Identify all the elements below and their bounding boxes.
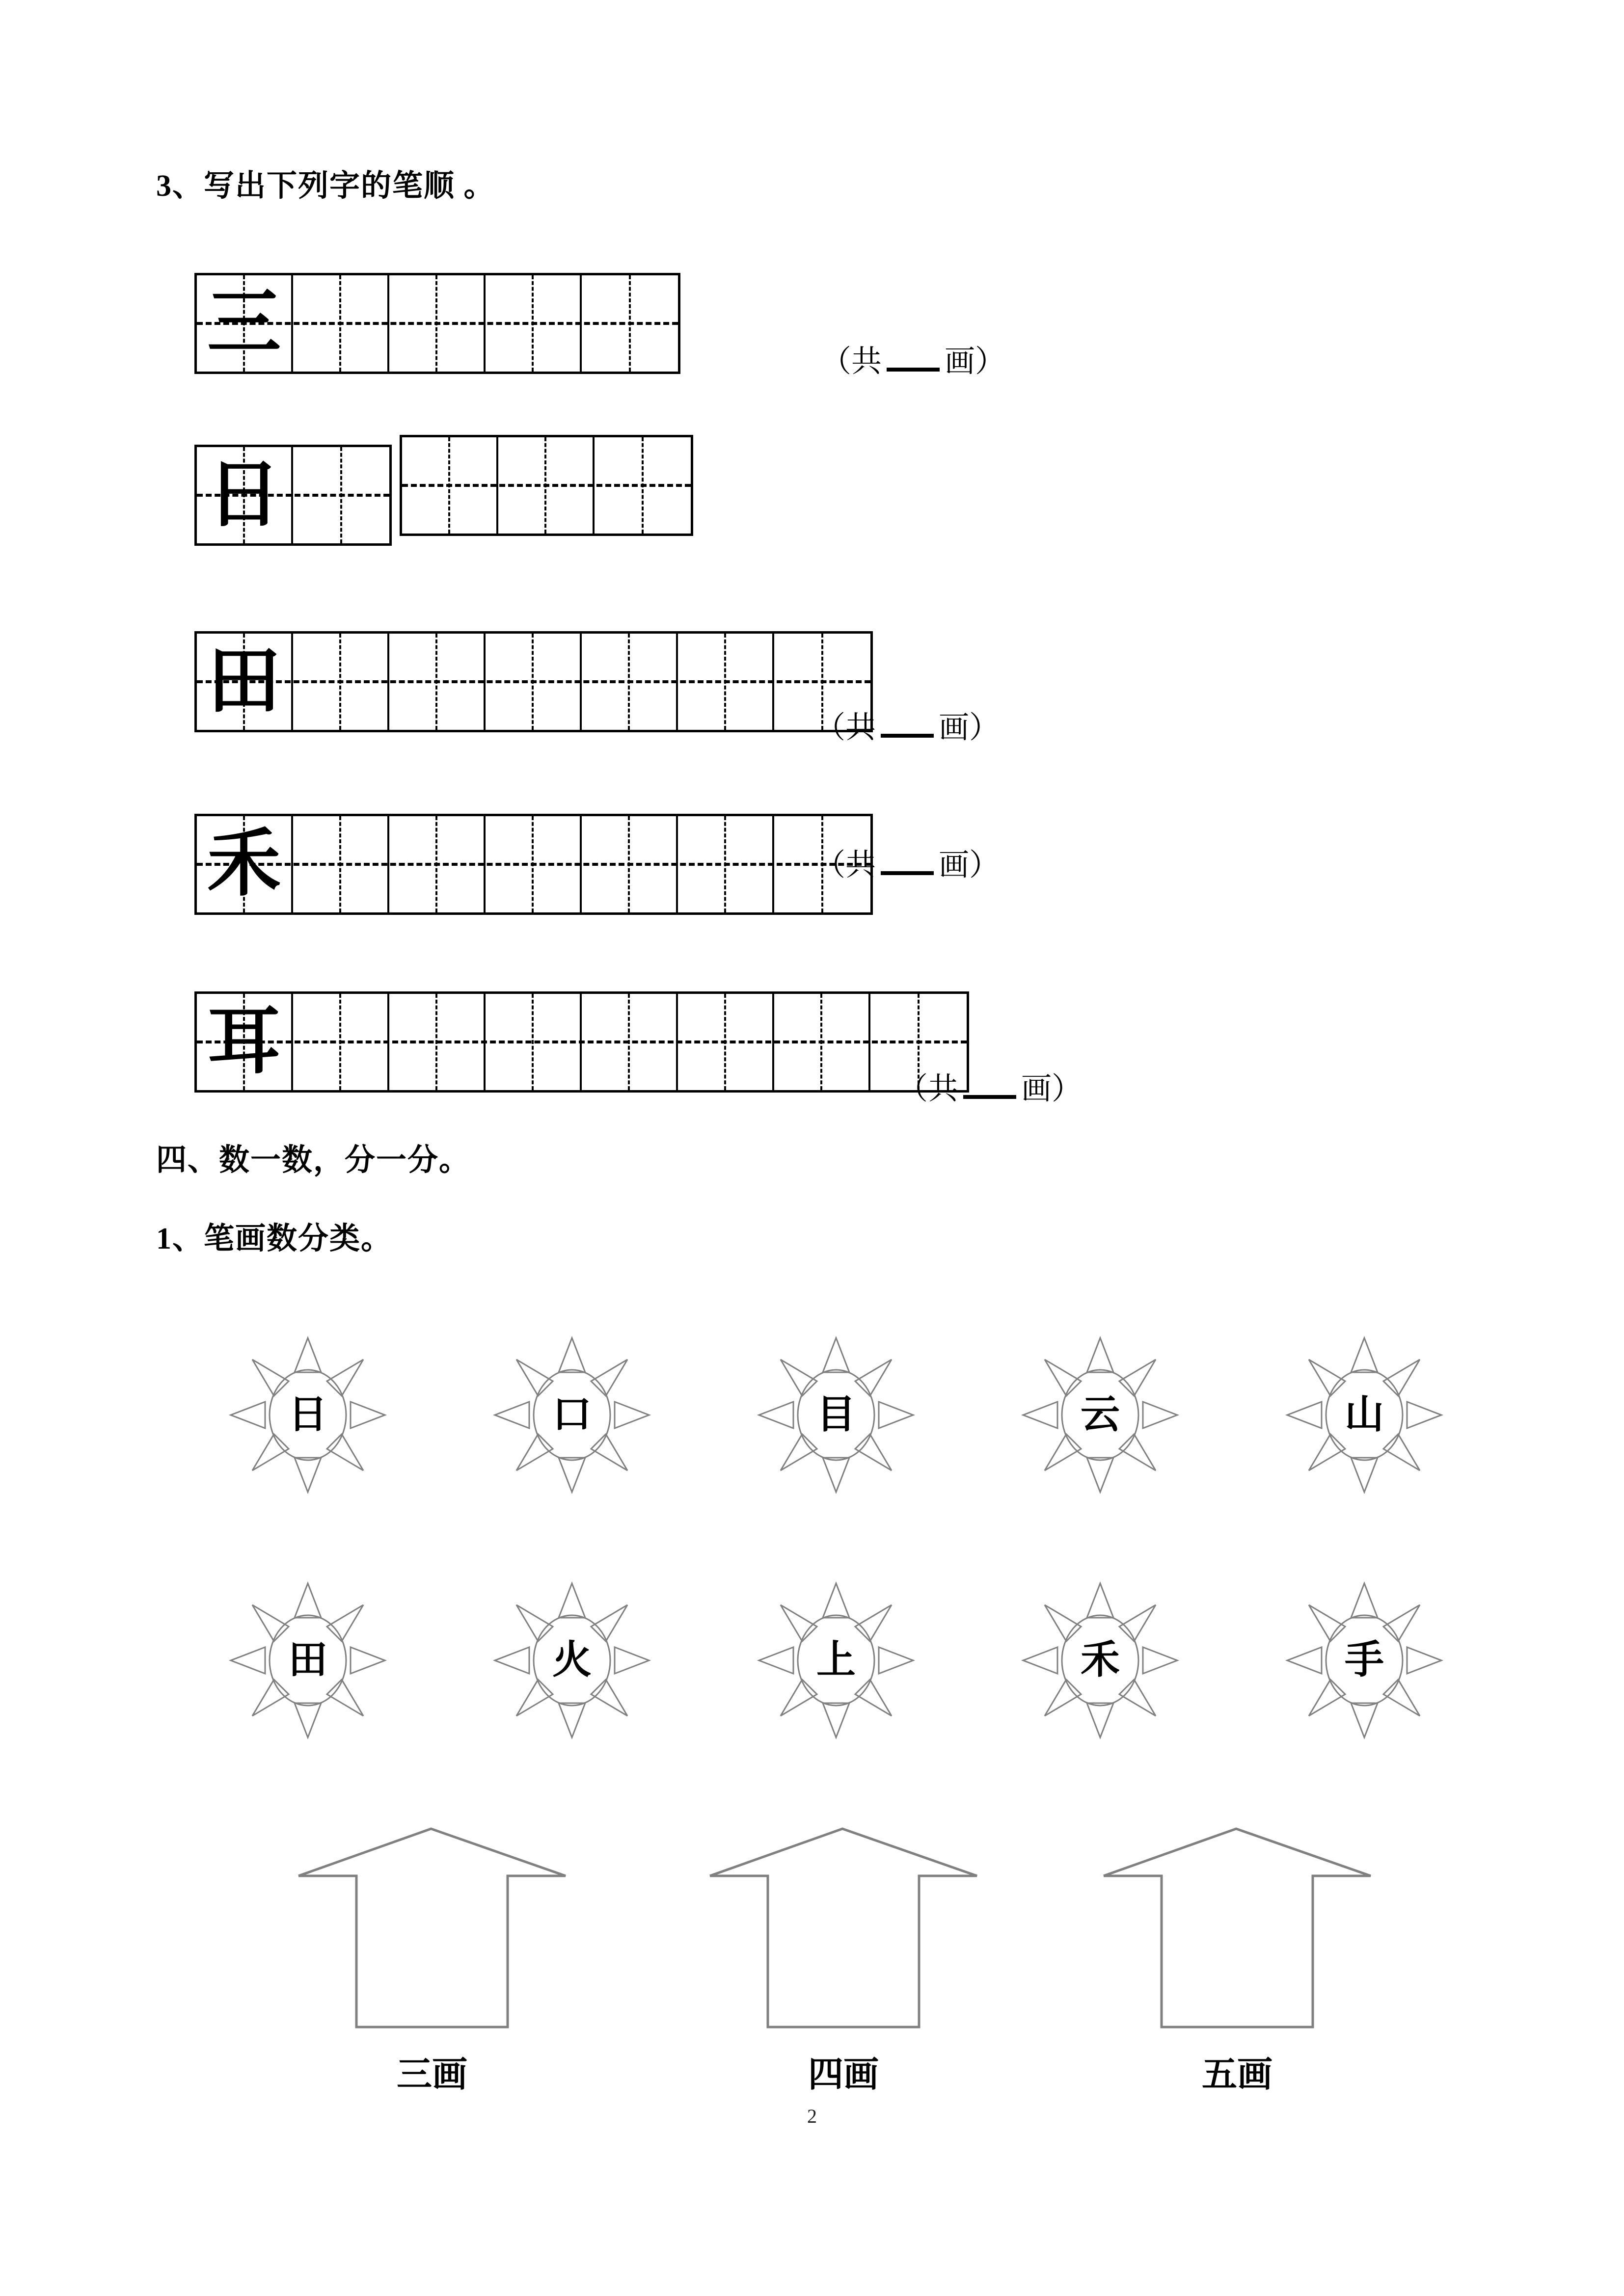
grid-cell[interactable] [582,634,678,730]
up-arrow-icon [295,1825,569,2036]
count-blank[interactable] [881,849,934,875]
grid-cell[interactable] [486,994,582,1090]
sun-badge[interactable] [1019,1579,1181,1741]
grid-cell[interactable] [293,447,389,543]
sun-badge[interactable] [227,1334,389,1496]
sun-badge[interactable] [491,1579,653,1741]
grid-cell[interactable] [582,994,678,1090]
grid-cell[interactable] [293,994,389,1090]
count-prefix: （共 [897,1072,959,1106]
stroke-count-sort-heading: 1、笔画数分类。 [156,1222,393,1255]
category-label-three-strokes: 三画 [396,2055,467,2094]
stroke-count-label-4 [815,840,1000,884]
sun-character: 日 [288,1393,327,1437]
grid-cell[interactable] [486,816,582,912]
tianzige-grid [194,814,873,915]
category-label-five-strokes: 五画 [1201,2055,1272,2094]
grid-cell[interactable] [486,634,582,730]
grid-cell[interactable] [389,275,486,372]
count-prefix: （共 [821,345,882,378]
count-blank[interactable] [881,711,934,738]
grid-cell[interactable] [197,994,293,1090]
grid-cell[interactable] [389,816,486,912]
sun-character: 口 [552,1393,592,1437]
count-blank[interactable] [963,1072,1016,1099]
sun-character: 手 [1345,1639,1384,1682]
up-arrow-icon [706,1825,981,2036]
count-prefix: （共 [815,711,876,745]
tianzige-grid [194,445,392,546]
grid-cell[interactable] [389,994,486,1090]
practice-character: 日 [207,454,281,536]
count-blank[interactable] [887,345,940,372]
sun-badge[interactable] [1283,1579,1445,1741]
grid-cell[interactable] [197,634,293,730]
count-suffix: 画） [1021,1072,1083,1106]
grid-cell[interactable] [595,437,691,534]
category-label-four-strokes: 四画 [808,2055,879,2094]
grid-cell[interactable] [678,816,774,912]
sun-character: 上 [816,1639,856,1682]
category-arrow[interactable] [295,1825,569,2036]
sun-character: 山 [1345,1393,1384,1437]
stroke-count-label-1 [821,337,1005,380]
sun-badge[interactable] [227,1579,389,1741]
tianzige-grid [194,631,873,732]
practice-character: 禾 [207,824,281,905]
grid-cell[interactable] [197,275,293,372]
practice-character: 耳 [207,1001,281,1083]
sun-character: 火 [552,1639,592,1682]
section-four-heading: 四、数一数，分一分。 [156,1144,471,1177]
grid-cell[interactable] [293,275,389,372]
stroke-order-row-4 [194,814,873,915]
grid-cell[interactable] [402,437,498,534]
category-arrow[interactable] [706,1825,981,2036]
grid-cell[interactable] [293,816,389,912]
grid-cell[interactable] [389,634,486,730]
grid-cell[interactable] [197,816,293,912]
tianzige-grid [194,273,680,374]
sun-character: 云 [1081,1393,1120,1437]
count-prefix: （共 [815,849,876,882]
sun-character: 目 [816,1393,856,1437]
stroke-order-row-3 [194,631,873,732]
sun-character: 禾 [1081,1639,1120,1682]
stroke-order-row-2 [194,445,392,546]
practice-character: 三 [207,283,281,364]
stroke-count-label-5 [897,1064,1082,1108]
grid-cell[interactable] [582,275,678,372]
grid-cell[interactable] [678,994,774,1090]
count-suffix: 画） [945,345,1006,378]
stroke-order-row-2-extra [400,435,693,536]
tianzige-grid [194,991,969,1093]
grid-cell[interactable] [678,634,774,730]
sun-badge[interactable] [1283,1334,1445,1496]
grid-cell[interactable] [582,816,678,912]
practice-character: 田 [207,641,281,722]
sun-badge[interactable] [755,1334,917,1496]
stroke-order-row-5 [194,991,969,1093]
stroke-count-label-3 [815,703,1000,747]
up-arrow-icon [1100,1825,1375,2036]
sun-character: 田 [288,1639,327,1682]
stroke-order-heading: 3、写出下列字的笔顺 。 [156,169,495,203]
sun-badge[interactable] [491,1334,653,1496]
count-suffix: 画） [939,711,1000,745]
sun-badge[interactable] [755,1579,917,1741]
stroke-order-row-1 [194,273,680,374]
page-number: 2 [807,2105,817,2127]
grid-cell[interactable] [774,994,870,1090]
count-suffix: 画） [939,849,1000,882]
sun-badge[interactable] [1019,1334,1181,1496]
category-arrow[interactable] [1100,1825,1375,2036]
grid-cell[interactable] [197,447,293,543]
grid-cell[interactable] [486,275,582,372]
tianzige-grid [400,435,693,536]
grid-cell[interactable] [293,634,389,730]
grid-cell[interactable] [498,437,595,534]
